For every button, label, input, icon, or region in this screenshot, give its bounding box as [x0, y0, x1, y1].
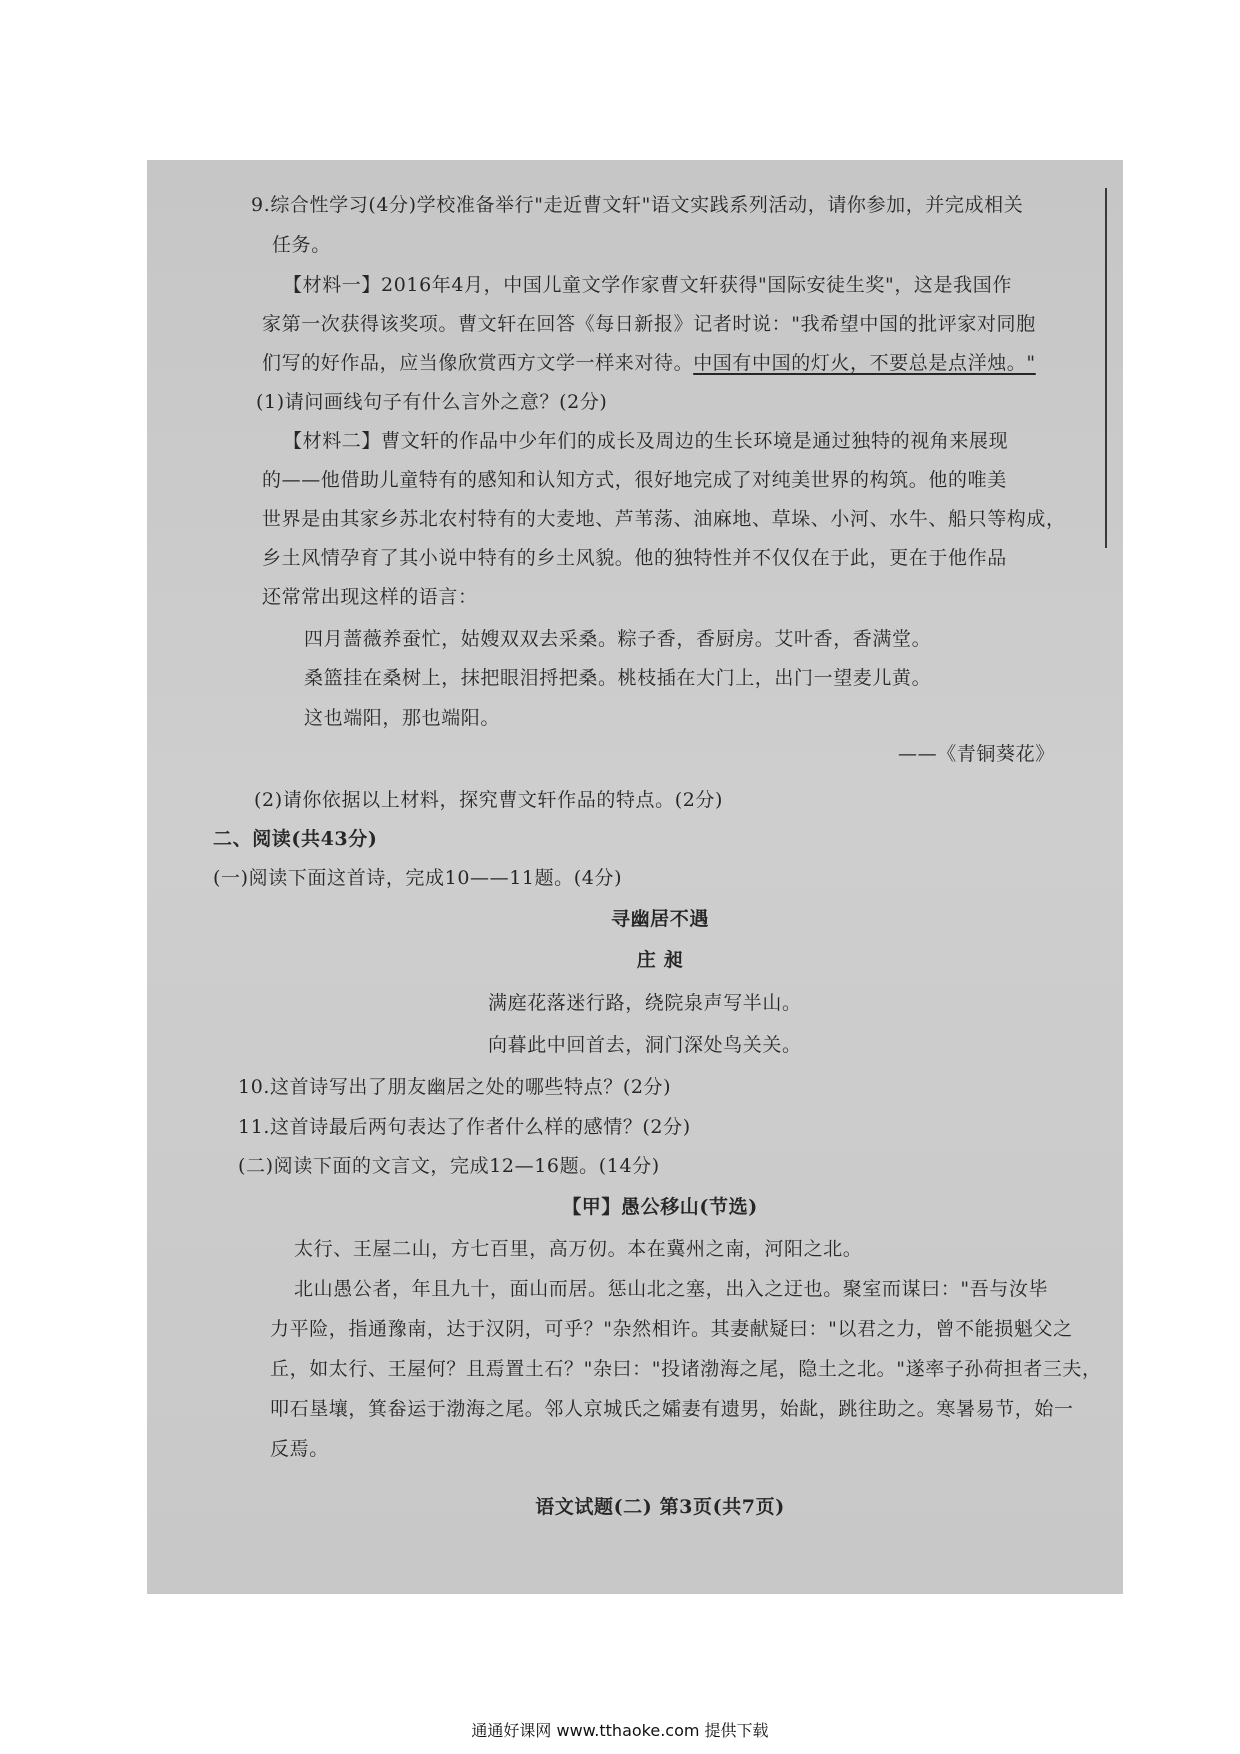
classical-p2-line1: 北山愚公者，年且九十，面山而居。惩山北之塞，出入之迂也。聚室而谋曰："吾与汝毕: [294, 1278, 1049, 1300]
question-10: 10.这首诗写出了朋友幽居之处的哪些特点？(2分): [238, 1076, 672, 1098]
material1-line3-plain: 们写的好作品，应当像欣赏西方文学一样来对待。: [262, 352, 694, 374]
classical-p2-line4: 叩石垦壤，箕畚运于渤海之尾。邻人京城氏之孀妻有遗男，始龀，跳往助之。寒暑易节，始一: [270, 1398, 1074, 1420]
material2-line2: 的——他借助儿童特有的感知和认知方式，很好地完成了对纯美世界的构筑。他的唯美: [262, 469, 1007, 491]
material1-line2: 家第一次获得该奖项。曹文轩在回答《每日新报》记者时说："我希望中国的批评家对同胞: [262, 313, 1036, 335]
quote-source: ——《青铜葵花》: [898, 743, 1055, 765]
classical-p2-line5: 反焉。: [270, 1438, 329, 1460]
poem-line1: 满庭花落迷行路，绕院泉声写半山。: [488, 992, 802, 1014]
material1-line1: 【材料一】2016年4月，中国儿童文学作家曹文轩获得"国际安徒生奖"，这是我国作: [283, 274, 1012, 296]
classical-p2-line3: 丘，如太行、王屋何？且焉置土石？"杂曰："投诸渤海之尾，隐土之北。"遂率子孙荷担者三夫，: [270, 1358, 1102, 1380]
material2-line5: 还常常出现这样的语言：: [262, 586, 478, 608]
underlined-sentence: 中国有中国的灯火，不要总是点洋烛。": [693, 352, 1036, 374]
material2-line4: 乡土风情孕育了其小说中特有的乡土风貌。他的独特性并不仅仅在于此，更在于他作品: [262, 547, 1007, 569]
exam-page-footer: 语文试题(二) 第3页(共7页): [535, 1496, 785, 1518]
question-11: 11.这首诗最后两句表达了作者什么样的感情？(2分): [238, 1116, 691, 1138]
folk-song-line2: 桑篮挂在桑树上，抹把眼泪捋把桑。桃枝插在大门上，出门一望麦儿黄。: [304, 667, 932, 689]
poem-title: 寻幽居不遇: [610, 908, 709, 930]
classical-title: 【甲】愚公移山(节选): [562, 1196, 758, 1218]
folk-song-line3: 这也端阳，那也端阳。: [304, 707, 501, 729]
page-edge-line: [1105, 188, 1107, 548]
q9-line1: 9.综合性学习(4分)学校准备举行"走近曹文轩"语文实践系列活动，请你参加，并完成相关: [251, 194, 1024, 216]
material1-line3: [262, 350, 1036, 376]
q9-line2: 任务。: [272, 234, 331, 256]
material2-line3: 世界是由其家乡苏北农村特有的大麦地、芦苇荡、油麻地、草垛、小河、水牛、船只等构成，: [262, 508, 1066, 530]
q9-2-prompt: (2)请你依据以上材料，探究曹文轩作品的特点。(2分): [254, 789, 724, 811]
poem-line2: 向暮此中回首去，洞门深处鸟关关。: [488, 1034, 802, 1056]
poem-author: 庄 昶: [636, 949, 684, 971]
material2-line1: 【材料二】曹文轩的作品中少年们的成长及周边的生长环境是通过独特的视角来展现: [283, 430, 1009, 452]
download-source-footer: 通通好课网 www.tthaoke.com 提供下载: [471, 1721, 769, 1740]
section2-heading: 二、阅读(共43分): [213, 828, 378, 850]
classical-p1: 太行、王屋二山，方七百里，高万仞。本在冀州之南，河阳之北。: [294, 1238, 863, 1260]
q9-1-prompt: (1)请问画线句子有什么言外之意？(2分): [256, 391, 608, 413]
part2-instruction: (二)阅读下面的文言文，完成12—16题。(14分): [238, 1155, 660, 1177]
part1-instruction: (一)阅读下面这首诗，完成10——11题。(4分): [213, 867, 623, 889]
folk-song-line1: 四月蔷薇养蚕忙，姑嫂双双去采桑。粽子香，香厨房。艾叶香，香满堂。: [304, 628, 932, 650]
classical-p2-line2: 力平险，指通豫南，达于汉阴，可乎？"杂然相许。其妻献疑曰："以君之力，曾不能损魁父之: [270, 1318, 1073, 1340]
